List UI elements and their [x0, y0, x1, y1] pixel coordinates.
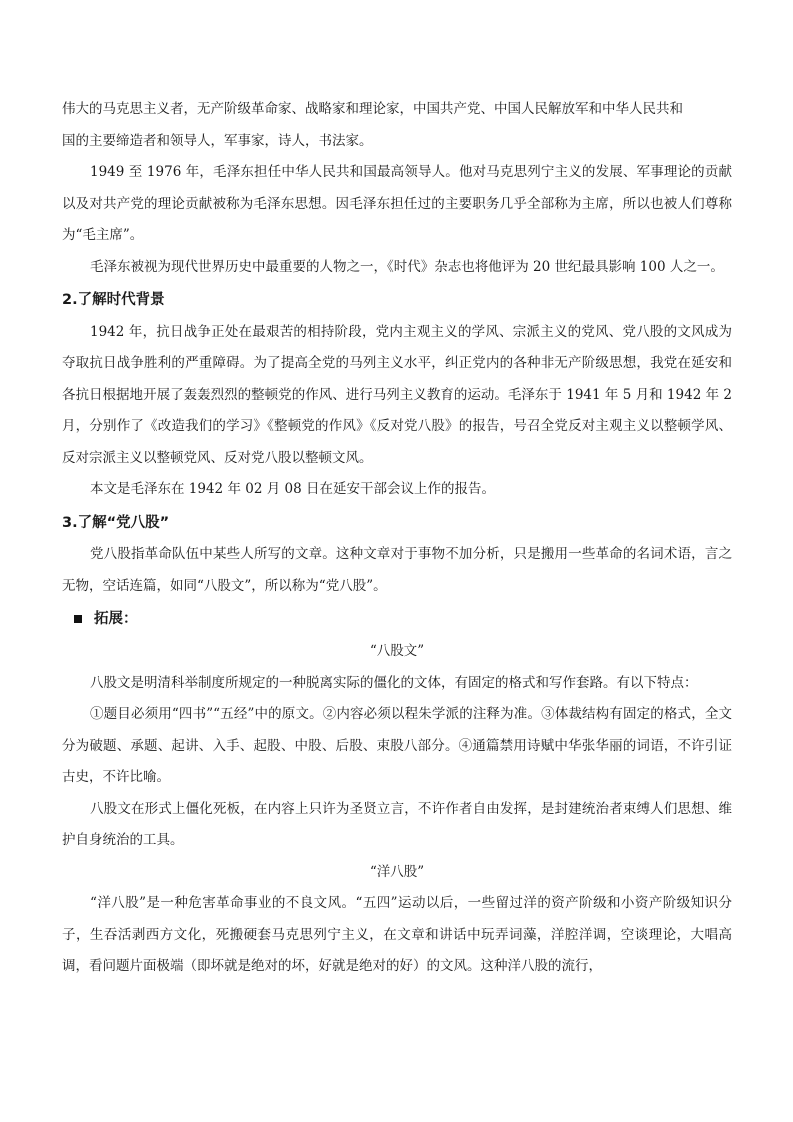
section-heading-background: 2.了解时代背景 — [62, 292, 165, 308]
subheading-yangbagu: “洋八股” — [369, 863, 425, 880]
subheading-baguwen: “八股文” — [369, 643, 425, 659]
document-body — [62, 94, 732, 983]
paragraph-baguwen-features: ①题目必须用“四书”“五经”中的原文。②内容必须以程朱学派的注释为准。③体裁结构有固定的格式，全文分为破题、承题、起讲、入手、起股、中股、后股、束股八部分。④通篇禁用诗赋中华张华丽的词语，不许引证古史，不许比喻。 — [62, 706, 732, 785]
paragraph-yangbagu: “洋八股”是一种危害革命事业的不良文风。“五四”运动以后，一些留过洋的资产阶级和小资产阶级知识分子，生吞活剥西方文化，死搬硬套马克思列宁主义，在文章和讲话中玩弄词藻，洋腔洋调，空谈理论，大唱高调，看问题片面极端（即坏就是绝对的坏，好就是绝对的好）的文风。这种洋八股的流行， — [62, 895, 732, 974]
paragraph-baguwen-definition: 八股文是明清科举制度所规定的一种脱离实际的僵化的文体，有固定的格式和写作套路。有以下特点： — [90, 674, 698, 691]
paragraph-baguwen-summary: 八股文在形式上僵化死板，在内容上只许为圣贤立言，不许作者自由发挥，是封建统治者束缚人们思想、维护自身统治的工具。 — [62, 800, 732, 848]
paragraph-background: 1942 年，抗日战争正处在最艰苦的相持阶段，党内主观主义的学风、宗派主义的党风、党八股的文风成为夺取抗日战争胜利的严重障碍。为了提高全党的马列主义水平，纠正党内的各种非无产阶级思想，我党在延安和各抗日根据地开展了轰轰烈烈的整顿党的作风、进行马列主义教育的运动。毛泽东于 1941 年 5 月和 1942 年 2 月，分别作了《改造我们的学习》《整顿党的作风》《反对党八股》的报告，号召全党反对主观主义以整顿学风、反对宗派主义以整顿党风、反对党八股以整顿文风。 — [62, 323, 732, 466]
paragraph-leadership: 1949 至 1976 年，毛泽东担任中华人民共和国最高领导人。他对马克思列宁主义的发展、军事理论的贡献以及对共产党的理论贡献被称为毛泽东思想。因毛泽东担任过的主要职务几乎全部称为主席，所以也被人们尊称为“毛主席”。 — [62, 164, 732, 243]
extension-heading — [62, 602, 732, 636]
paragraph-dangbagu: 党八股指革命队伍中某些人所写的文章。这种文章对于事物不加分析，只是搬用一些革命的名词术语，言之无物，空话连篇，如同“八股文”，所以称为“党八股”。 — [62, 546, 732, 594]
square-bullet-icon — [74, 615, 82, 623]
paragraph-bio-line1: 伟大的马克思主义者，无产阶级革命家、战略家和理论家，中国共产党、中国人民解放军和中华人民共和 — [62, 101, 683, 117]
paragraph-report-date: 本文是毛泽东在 1942 年 02 月 08 日在延安干部会议上作的报告。 — [90, 481, 495, 497]
paragraph-bio-line2: 国的主要缔造者和领导人，军事家，诗人，书法家。 — [62, 132, 373, 149]
section-heading-dangbagu: 3.了解“党八股” — [62, 514, 170, 531]
paragraph-time-magazine: 毛泽东被视为现代世界历史中最重要的人物之一，《时代》杂志也将他评为 20 世纪最具影响 100 人之一。 — [90, 258, 724, 275]
extension-label: 拓展： — [94, 611, 138, 627]
